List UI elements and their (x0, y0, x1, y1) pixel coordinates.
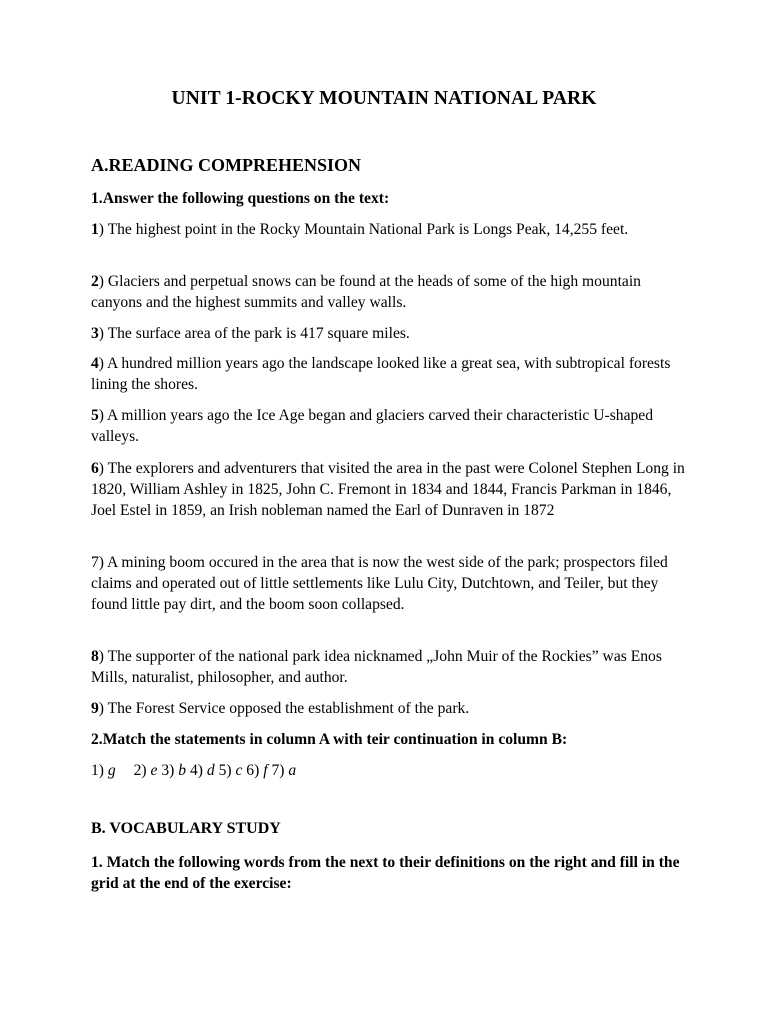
section-b-instruction: 1. Match the following words from the next to their definitions on the right and fill in the grid at the end of the exercise: (91, 854, 680, 892)
match-number: 6) (246, 762, 260, 779)
answer-text: ) A hundred million years ago the landscape looked like a great sea, with subtropical forests lining the shores. (91, 355, 671, 393)
match-answer: a (288, 762, 297, 779)
answer-text: ) The supporter of the national park idea nicknamed „John Muir of the Rockies” was Enos Mills, naturalist, philosopher, and author. (91, 648, 662, 686)
answer-8 (91, 646, 691, 688)
match-number: 7) (271, 762, 285, 779)
match-number: 3) (161, 762, 175, 779)
match-number: 2) (133, 762, 147, 779)
section-a-instruction-2: 2.Match the statements in column A with teir continuation in column B: (91, 731, 568, 748)
answer-7 (91, 552, 691, 615)
page-title: UNIT 1-ROCKY MOUNTAIN NATIONAL PARK (171, 88, 597, 109)
answer-9 (91, 698, 691, 719)
match-answers (91, 760, 691, 781)
answer-text: ) The explorers and adventurers that visited the area in the past were Colonel Stephen Long in 1820, William Ashley in 1825, John C. Fremont in 1834 and 1844, Francis Parkman in 1846, Joel Estel in 1859, an Irish nobleman named the Earl of Dunraven in 1872 (91, 460, 685, 519)
match-number: 4) (189, 762, 203, 779)
answer-number: 4 (91, 355, 99, 372)
answer-text: ) A million years ago the Ice Age began and glaciers carved their characteristic U-shaped valleys. (91, 407, 654, 445)
answer-text: ) The Forest Service opposed the establishment of the park. (98, 700, 470, 717)
match-answer: c (235, 762, 243, 779)
match-answer: e (150, 762, 158, 779)
answer-number: 6 (91, 460, 99, 477)
answer-number: 9 (91, 700, 99, 717)
answer-number: 3 (91, 325, 99, 342)
answer-text: ) The surface area of the park is 417 square miles. (98, 325, 410, 342)
answer-text: ) Glaciers and perpetual snows can be found at the heads of some of the high mountain canyons and the highest summits and valley walls. (91, 273, 641, 311)
section-a-heading: A.READING COMPREHENSION (91, 155, 362, 175)
section-a-instruction: 1.Answer the following questions on the text: (91, 190, 390, 207)
match-answer: f (263, 762, 268, 779)
match-number: 1) (91, 762, 104, 779)
answer-text: ) The highest point in the Rocky Mountain National Park is Longs Peak, 14,255 feet. (98, 221, 629, 238)
answer-number: 8 (91, 648, 99, 665)
answer-4 (91, 353, 691, 395)
answer-number: 5 (91, 407, 99, 424)
answer-6 (91, 458, 691, 521)
answer-5 (91, 405, 691, 447)
section-b-heading: B. VOCABULARY STUDY (91, 820, 281, 837)
answer-number: 2 (91, 273, 99, 290)
match-answer: d (206, 762, 215, 779)
answer-number: 1 (91, 221, 99, 238)
match-answer: b (178, 762, 187, 779)
answer-3 (91, 323, 691, 344)
answer-2 (91, 271, 691, 313)
match-answer: g (107, 762, 116, 779)
answer-text: 7) A mining boom occured in the area that is now the west side of the park; prospectors filed claims and operated out of little settlements like Lulu City, Dutchtown, and Teiler, but they found little pay dirt, and the boom soon collapsed. (91, 554, 668, 613)
answer-1 (91, 219, 691, 240)
match-number: 5) (218, 762, 232, 779)
